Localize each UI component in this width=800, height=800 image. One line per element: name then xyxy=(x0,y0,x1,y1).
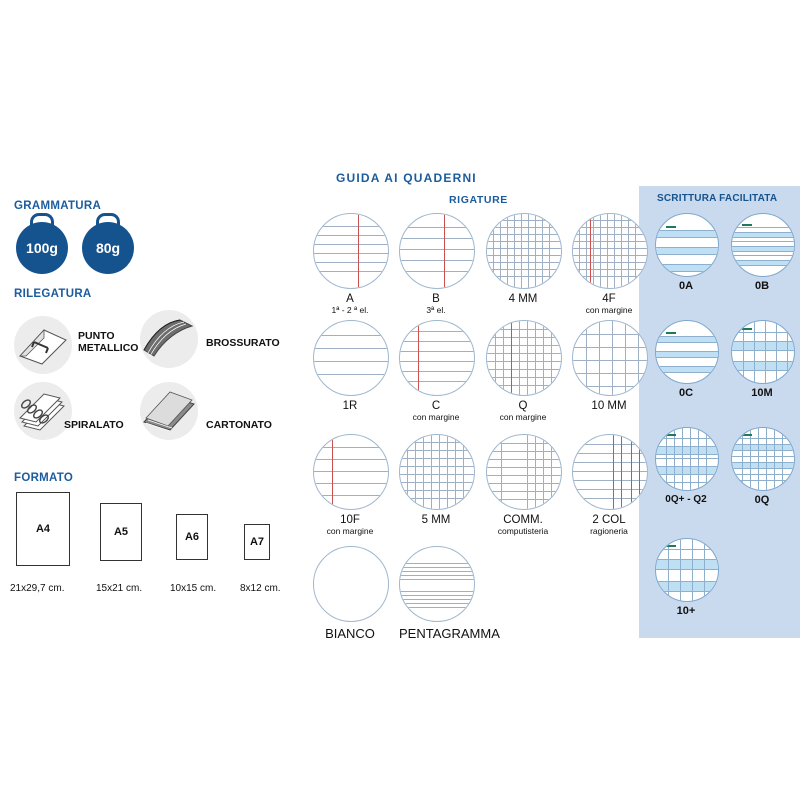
scrittura-item-10plus xyxy=(655,538,717,617)
rigatura-name: COMM. xyxy=(503,514,543,526)
rigatura-item-4f xyxy=(572,213,646,315)
rigatura-item-b xyxy=(399,213,473,315)
paper-size-label: A7 xyxy=(249,536,265,548)
grammatura-title: GRAMMATURA xyxy=(14,200,102,212)
binding-label-punto-metallico xyxy=(78,330,138,354)
scrittura-item-0c xyxy=(655,320,717,399)
paper-size-dimension-a4: 21x29,7 cm. xyxy=(10,583,65,594)
scrittura-item-0q-plus-q2 xyxy=(655,427,717,505)
rigatura-sub: ragioneria xyxy=(590,526,628,536)
rigatura-name: PENTAGRAMMA xyxy=(399,626,500,641)
weight-badge-label: 100g xyxy=(26,240,58,256)
paper-size-label: A6 xyxy=(184,531,200,543)
rigatura-name: 2 COL xyxy=(592,514,626,526)
scrittura-preview xyxy=(655,538,719,602)
rigatura-preview xyxy=(572,320,648,396)
weight-badge-label: 80g xyxy=(95,240,121,256)
rigatura-preview xyxy=(313,434,389,510)
scrittura-name: 0Q xyxy=(754,494,770,506)
rigatura-name: Q xyxy=(518,400,528,412)
paper-size-label: A5 xyxy=(113,526,129,538)
rigatura-preview xyxy=(313,213,389,289)
binding-label-line2: METALLICO xyxy=(78,342,139,354)
rigatura-item-c xyxy=(399,320,473,422)
scrittura-facilitata-title: SCRITTURA FACILITATA xyxy=(657,193,778,204)
paper-size-label: A4 xyxy=(35,523,51,535)
scrittura-name: 0C xyxy=(678,387,694,399)
rigatura-sub: con margine xyxy=(412,412,460,422)
scrittura-name: 10M xyxy=(751,387,773,399)
binding-icon-brossurato xyxy=(140,310,198,368)
binding-label-brossurato: BROSSURATO xyxy=(206,337,280,349)
page-title: GUIDA AI QUADERNI xyxy=(336,171,477,185)
binding-label-cartonato: CARTONATO xyxy=(206,419,272,431)
rigatura-item-4mm xyxy=(486,213,560,305)
rigatura-name: C xyxy=(431,400,441,412)
paper-size-a4 xyxy=(16,492,70,566)
rigatura-preview xyxy=(313,546,389,622)
rigatura-item-5mm xyxy=(399,434,473,526)
binding-label-line1: PUNTO xyxy=(78,330,115,342)
rigatura-name: 1R xyxy=(342,400,358,412)
rigatura-sub: con margine xyxy=(499,412,547,422)
rigatura-preview xyxy=(486,320,562,396)
rigatura-name: B xyxy=(432,293,440,305)
scrittura-preview xyxy=(655,427,719,491)
scrittura-name: 0A xyxy=(678,280,694,292)
scrittura-name: 0Q+ - Q2 xyxy=(665,494,707,505)
rigatura-name: 4 MM xyxy=(508,293,538,305)
rigatura-preview xyxy=(399,546,475,622)
scrittura-preview xyxy=(731,213,795,277)
rigatura-preview xyxy=(399,434,475,510)
rigatura-item-1r xyxy=(313,320,387,412)
scrittura-item-0q xyxy=(731,427,793,506)
rigatura-sub: con margine xyxy=(585,305,633,315)
rigatura-name: A xyxy=(346,293,354,305)
paper-size-dimension-a5: 15x21 cm. xyxy=(96,583,143,594)
binding-icon-spiralato xyxy=(14,382,72,440)
formato-title: FORMATO xyxy=(14,472,74,484)
rigature-title: RIGATURE xyxy=(449,194,508,206)
paper-size-a6 xyxy=(176,514,208,560)
scrittura-name: 10+ xyxy=(676,605,696,617)
scrittura-name: 0B xyxy=(754,280,770,292)
paper-size-dimension-a7: 8x12 cm. xyxy=(240,583,281,594)
rilegatura-title: RILEGATURA xyxy=(14,288,92,300)
scrittura-item-0a xyxy=(655,213,717,292)
binding-icon-punto-metallico xyxy=(14,316,72,374)
scrittura-item-10m xyxy=(731,320,793,399)
rigatura-item-2col xyxy=(572,434,646,536)
rigatura-preview xyxy=(572,434,648,510)
rigatura-item-10f xyxy=(313,434,387,536)
rigatura-sub: 1ª - 2 ª el. xyxy=(331,305,369,315)
rigatura-name: 4F xyxy=(602,293,616,305)
weight-badge-100g xyxy=(16,222,68,274)
rigatura-name: 5 MM xyxy=(421,514,451,526)
rigatura-preview xyxy=(486,213,562,289)
rigatura-item-bianco xyxy=(313,546,387,641)
scrittura-preview xyxy=(655,320,719,384)
rigatura-name: 10F xyxy=(340,514,360,526)
rigatura-preview xyxy=(313,320,389,396)
rigatura-item-pentagramma xyxy=(399,546,500,641)
paper-size-dimension-a6: 10x15 cm. xyxy=(170,583,217,594)
rigatura-sub: computisteria xyxy=(497,526,549,536)
paper-size-a5 xyxy=(100,503,142,561)
rigatura-sub: con margine xyxy=(326,526,374,536)
rigatura-item-a xyxy=(313,213,387,315)
rigatura-name: 10 MM xyxy=(591,400,627,412)
weight-badge-80g xyxy=(82,222,134,274)
rigatura-item-10mm xyxy=(572,320,646,412)
scrittura-preview xyxy=(655,213,719,277)
rigatura-preview xyxy=(572,213,648,289)
rigatura-preview xyxy=(486,434,562,510)
rigatura-preview xyxy=(399,320,475,396)
scrittura-item-0b xyxy=(731,213,793,292)
paper-size-a7 xyxy=(244,524,270,560)
rigatura-item-q xyxy=(486,320,560,422)
binding-icon-cartonato xyxy=(140,382,198,440)
rigatura-sub: 3ª el. xyxy=(426,305,446,315)
scrittura-preview xyxy=(731,320,795,384)
rigatura-preview xyxy=(399,213,475,289)
scrittura-preview xyxy=(731,427,795,491)
rigatura-item-comm xyxy=(486,434,560,536)
binding-label-spiralato: SPIRALATO xyxy=(64,419,124,431)
rigatura-name: BIANCO xyxy=(325,626,375,641)
